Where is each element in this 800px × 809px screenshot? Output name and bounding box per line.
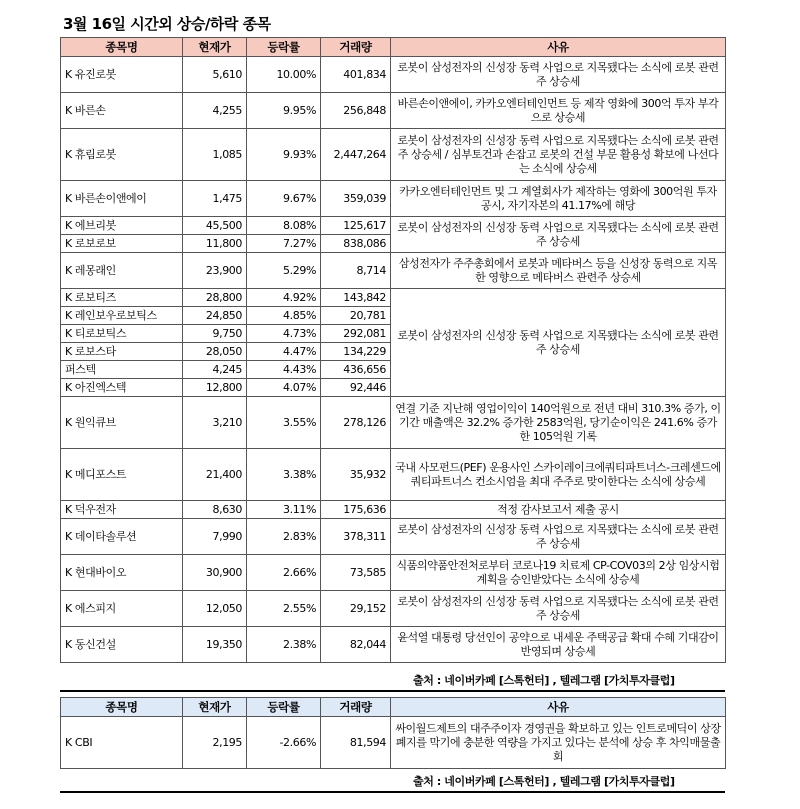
rise-table [60, 37, 726, 663]
stock-name: K 티로보틱스 [61, 325, 183, 343]
stock-price: 2,195 [183, 717, 247, 769]
table-row [61, 717, 726, 769]
header-price: 현재가 [183, 38, 247, 57]
stock-reason: 카카오엔터테인먼트 및 그 계열회사가 제작하는 영화에 300억원 투자 공시, 자기자본의 41.17%에 해당 [391, 181, 726, 217]
table-row [61, 253, 726, 289]
header-change: 등락률 [247, 38, 321, 57]
stock-volume: 359,039 [321, 181, 391, 217]
stock-name: K 바른손 [61, 93, 183, 129]
stock-name: K 레몽래인 [61, 253, 183, 289]
page-title: 3월 16일 시간외 상승/하락 종목 [63, 15, 271, 33]
stock-price: 21,400 [183, 449, 247, 501]
stock-reason: 삼성전자가 주주총회에서 로봇과 메타버스 등을 신성장 동력으로 지목한 영향으로 메타버스 관련주 상승세 [391, 253, 726, 289]
table-row [61, 555, 726, 591]
divider-bottom [60, 791, 725, 793]
stock-reason: 로봇이 삼성전자의 신성장 동력 사업으로 지목됐다는 소식에 로봇 관련주 상승세 / 심부토건과 손잡고 로봇의 건설 부문 활용성 확보에 나선다는 소식에 상승세 [391, 129, 726, 181]
stock-name: K 바른손이앤에이 [61, 181, 183, 217]
stock-reason: 로봇이 삼성전자의 신성장 동력 사업으로 지목됐다는 소식에 로봇 관련주 상승세 [391, 57, 726, 93]
stock-volume: 35,932 [321, 449, 391, 501]
stock-change: 9.67% [247, 181, 321, 217]
stock-reason: 로봇이 삼성전자의 신성장 동력 사업으로 지목됐다는 소식에 로봇 관련주 상승세 [391, 289, 726, 397]
stock-reason: 적정 감사보고서 제출 공시 [391, 501, 726, 519]
stock-change: 4.07% [247, 379, 321, 397]
stock-name: K 데이타솔루션 [61, 519, 183, 555]
stock-volume: 175,636 [321, 501, 391, 519]
stock-change: 9.95% [247, 93, 321, 129]
stock-change: 9.93% [247, 129, 321, 181]
stock-reason: 싸이월드제트의 대주주이자 경영권을 확보하고 있는 인트로메딕이 상장폐지를 막기에 충분한 역량을 가지고 있다는 분석에 상승 후 차익매물출회 [391, 717, 726, 769]
header-reason: 사유 [391, 698, 726, 717]
stock-change: 5.29% [247, 253, 321, 289]
stock-change: 3.38% [247, 449, 321, 501]
stock-change: 2.66% [247, 555, 321, 591]
stock-volume: 8,714 [321, 253, 391, 289]
table-row [61, 519, 726, 555]
stock-volume: 125,617 [321, 217, 391, 235]
stock-change: 4.73% [247, 325, 321, 343]
stock-change: 7.27% [247, 235, 321, 253]
stock-change: 4.47% [247, 343, 321, 361]
stock-price: 28,800 [183, 289, 247, 307]
stock-change: 4.85% [247, 307, 321, 325]
stock-reason: 로봇이 삼성전자의 신성장 동력 사업으로 지목됐다는 소식에 로봇 관련주 상승세 [391, 591, 726, 627]
stock-volume: 29,152 [321, 591, 391, 627]
table-row [61, 217, 726, 235]
stock-name: K 로보스타 [61, 343, 183, 361]
stock-name: 퍼스텍 [61, 361, 183, 379]
divider [60, 690, 725, 692]
source-note-bottom: 출처 : 네이버카페 [스톡헌터] , 텔레그램 [가치투자클럽] [413, 775, 675, 788]
stock-change: 3.55% [247, 397, 321, 449]
stock-volume: 378,311 [321, 519, 391, 555]
fall-table [60, 697, 726, 769]
stock-price: 19,350 [183, 627, 247, 663]
table-header-row [61, 698, 726, 717]
stock-price: 7,990 [183, 519, 247, 555]
stock-volume: 81,594 [321, 717, 391, 769]
stock-price: 45,500 [183, 217, 247, 235]
header-change: 등락률 [247, 698, 321, 717]
stock-name: K 에브리봇 [61, 217, 183, 235]
stock-price: 12,800 [183, 379, 247, 397]
stock-price: 5,610 [183, 57, 247, 93]
table-row [61, 93, 726, 129]
table-row [61, 129, 726, 181]
stock-price: 30,900 [183, 555, 247, 591]
stock-name: K 동신건설 [61, 627, 183, 663]
table-row [61, 397, 726, 449]
stock-name: K 유진로봇 [61, 57, 183, 93]
stock-price: 28,050 [183, 343, 247, 361]
stock-volume: 278,126 [321, 397, 391, 449]
table-row [61, 57, 726, 93]
stock-reason: 로봇이 삼성전자의 신성장 동력 사업으로 지목됐다는 소식에 로봇 관련주 상승세 [391, 217, 726, 253]
stock-price: 3,210 [183, 397, 247, 449]
source-note: 출처 : 네이버카페 [스톡헌터] , 텔레그램 [가치투자클럽] [413, 674, 675, 687]
stock-volume: 292,081 [321, 325, 391, 343]
stock-name: K 현대바이오 [61, 555, 183, 591]
stock-volume: 256,848 [321, 93, 391, 129]
stock-name: K 에스피지 [61, 591, 183, 627]
header-volume: 거래량 [321, 38, 391, 57]
stock-reason: 바른손이앤에이, 카카오엔터테인먼트 등 제작 영화에 300억 투자 부각으로 상승세 [391, 93, 726, 129]
stock-name: K 로보티즈 [61, 289, 183, 307]
stock-name: K 레인보우로보틱스 [61, 307, 183, 325]
stock-price: 9,750 [183, 325, 247, 343]
table-row [61, 289, 726, 307]
stock-volume: 134,229 [321, 343, 391, 361]
stock-price: 1,475 [183, 181, 247, 217]
table-row [61, 591, 726, 627]
table-row [61, 181, 726, 217]
header-name: 종목명 [61, 38, 183, 57]
stock-change: 2.38% [247, 627, 321, 663]
stock-name: K 덕우전자 [61, 501, 183, 519]
stock-change: 4.43% [247, 361, 321, 379]
stock-volume: 82,044 [321, 627, 391, 663]
stock-price: 23,900 [183, 253, 247, 289]
stock-price: 24,850 [183, 307, 247, 325]
stock-volume: 73,585 [321, 555, 391, 591]
stock-name: K 아진엑스텍 [61, 379, 183, 397]
stock-price: 11,800 [183, 235, 247, 253]
table-row [61, 501, 726, 519]
stock-reason: 국내 사모펀드(PEF) 운용사인 스카이레이크에쿼티파트너스-크레센드에쿼티파트너스 컨소시엄을 최대 주주로 맞이한다는 소식에 상승세 [391, 449, 726, 501]
stock-volume: 2,447,264 [321, 129, 391, 181]
stock-change: 3.11% [247, 501, 321, 519]
stock-price: 1,085 [183, 129, 247, 181]
stock-volume: 143,842 [321, 289, 391, 307]
header-name: 종목명 [61, 698, 183, 717]
stock-change: 10.00% [247, 57, 321, 93]
stock-name: K 휴림로봇 [61, 129, 183, 181]
stock-name: K 원익큐브 [61, 397, 183, 449]
table-row [61, 449, 726, 501]
header-volume: 거래량 [321, 698, 391, 717]
header-price: 현재가 [183, 698, 247, 717]
stock-price: 4,255 [183, 93, 247, 129]
stock-price: 12,050 [183, 591, 247, 627]
stock-volume: 20,781 [321, 307, 391, 325]
table-header-row [61, 38, 726, 57]
stock-reason: 로봇이 삼성전자의 신성장 동력 사업으로 지목됐다는 소식에 로봇 관련주 상승세 [391, 519, 726, 555]
stock-reason: 연결 기준 지난해 영업이익이 140억원으로 전년 대비 310.3% 증가, 이 기간 매출액은 32.2% 증가한 2583억원, 당기순이익은 241.6% 증가한 105억원 기록 [391, 397, 726, 449]
stock-volume: 436,656 [321, 361, 391, 379]
stock-change: 2.55% [247, 591, 321, 627]
stock-name: K 메디포스트 [61, 449, 183, 501]
stock-name: K CBI [61, 717, 183, 769]
stock-change: -2.66% [247, 717, 321, 769]
stock-volume: 838,086 [321, 235, 391, 253]
stock-price: 8,630 [183, 501, 247, 519]
header-reason: 사유 [391, 38, 726, 57]
stock-price: 4,245 [183, 361, 247, 379]
stock-volume: 92,446 [321, 379, 391, 397]
stock-change: 8.08% [247, 217, 321, 235]
stock-change: 4.92% [247, 289, 321, 307]
stock-name: K 로보로보 [61, 235, 183, 253]
stock-reason: 윤석열 대통령 당선인이 공약으로 내세운 주택공급 확대 수혜 기대감이 반영되며 상승세 [391, 627, 726, 663]
stock-reason: 식품의약품안전처로부터 코로나19 치료제 CP-COV03의 2상 임상시험계획을 승인받았다는 소식에 상승세 [391, 555, 726, 591]
stock-volume: 401,834 [321, 57, 391, 93]
table-row [61, 627, 726, 663]
stock-change: 2.83% [247, 519, 321, 555]
